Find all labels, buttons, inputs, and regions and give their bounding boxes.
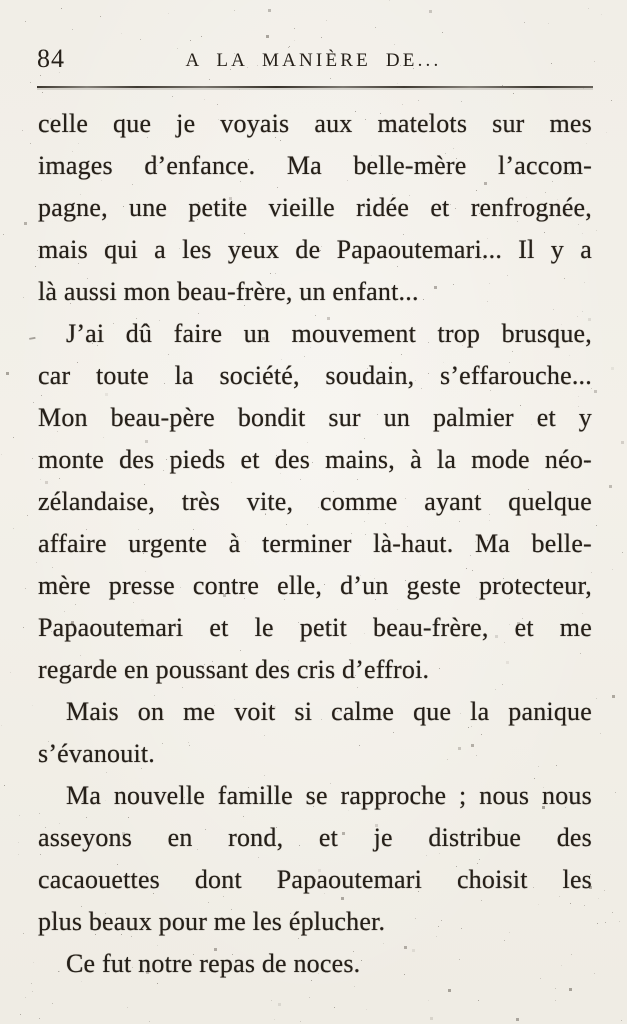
word: pieds [169,445,226,474]
word: pagne, [38,193,108,222]
word: Papaoutemari [38,613,184,642]
word: des [119,445,155,474]
text-line [38,859,592,901]
word: la [436,445,457,474]
word: comme [319,487,398,516]
text-line [38,481,592,523]
word: la [174,361,194,390]
word: aux [314,109,353,138]
word: voit [234,697,276,726]
word: ; [459,781,467,810]
paragraph [38,775,592,943]
word: rapproche [340,781,447,810]
text-line [38,775,592,817]
text-line [38,817,592,859]
word: Papaoutemari [276,865,423,894]
word: affaire [38,529,107,558]
word: mère [38,571,91,600]
word: ridée [356,193,410,222]
word: geste [406,571,461,600]
word: s’effarouche... [440,361,592,390]
text-line [38,523,592,565]
page-header [0,0,627,104]
word: renfrognée, [470,193,592,222]
word: dû [125,319,153,348]
word: que [113,109,152,138]
word: zélandaise, [38,487,155,516]
word: panique [508,697,592,726]
word: cacaouettes [38,865,161,894]
word: brusque, [501,319,592,348]
word: monte [38,445,104,474]
word: me [559,613,592,642]
word: les [562,865,592,894]
text-line [38,565,592,607]
word: sur [328,403,361,432]
word: sur [492,109,525,138]
word: belle- [531,529,592,558]
header-rule [37,86,593,88]
word: et [430,193,450,222]
word: à [410,445,422,474]
word: mouvement [291,319,417,348]
word: Mon [38,403,88,432]
word: calme [331,697,395,726]
word: quelque [508,487,592,516]
word: se [305,781,328,810]
word: a [154,235,166,264]
text-line [38,145,592,187]
word: choisit [456,865,528,894]
word: mes [549,109,592,138]
paragraph [38,691,592,775]
text-line: regarde en poussant des cris d’effroi. [38,655,430,684]
text-line: là aussi mon beau-frère, un enfant... [38,277,419,306]
paragraph [38,943,592,985]
word: la [470,697,490,726]
word: que [413,697,452,726]
word: et [318,823,339,852]
text-line [38,103,592,145]
word: celle [38,109,89,138]
word: car [38,361,71,390]
word: urgente [128,529,208,558]
word: contre [192,571,260,600]
word: Ma [286,151,322,180]
text-line: s’évanouit. [38,739,156,768]
word: des [556,823,592,852]
word: beau-père [110,403,215,432]
text-line [38,187,592,229]
word: un [383,403,411,432]
word: palmier [432,403,514,432]
body-text [25,103,592,985]
word: des [274,445,311,474]
word: elle, [277,571,323,600]
word: très [181,487,221,516]
word: soudain, [325,361,415,390]
word: et [536,403,556,432]
word: toute [95,361,149,390]
word: les [182,235,212,264]
text-line: plus beaux pour me les éplucher. [38,907,386,936]
word: trop [437,319,481,348]
word: Mais [66,697,119,726]
word: et [514,613,534,642]
text-line [38,355,592,397]
word: nous [542,781,592,810]
word: on [137,697,165,726]
word: presse [108,571,175,600]
word: me [183,697,216,726]
word: belle-mère [353,151,467,180]
word: vieille [268,193,335,222]
word: faire [173,319,223,348]
word: mains, [325,445,395,474]
word: d’un [340,571,389,600]
word: si [294,697,313,726]
word: mode [471,445,530,474]
word: distribue [428,823,522,852]
word: néo- [544,445,592,474]
word: y [550,235,564,264]
word: nous [479,781,530,810]
word: ayant [424,487,482,516]
paragraph [38,103,592,313]
word: à [228,529,241,558]
word: matelots [377,109,468,138]
word: d’enfance. [144,151,256,180]
word: voyais [220,109,290,138]
text-line [38,397,592,439]
paragraph [38,313,592,691]
word: de [295,235,321,264]
text-line [38,313,592,355]
word: famille [217,781,293,810]
word: beau-frère, [373,613,489,642]
word: qui [104,235,138,264]
word: y [578,403,592,432]
word: je [373,823,393,852]
word: vite, [246,487,294,516]
word: l’accom- [498,151,592,180]
word: je [176,109,196,138]
word: J’ai [66,319,105,348]
word: protecteur, [478,571,592,600]
word: rond, [228,823,284,852]
word: bondit [237,403,306,432]
word: images [38,151,113,180]
word: terminer [261,529,352,558]
text-line [38,229,592,271]
text-line [38,607,592,649]
word: yeux [227,235,280,264]
word: petit [299,613,348,642]
text-line [38,439,592,481]
word: petite [188,193,248,222]
word: a [580,235,592,264]
word: dont [194,865,242,894]
word: nouvelle [113,781,205,810]
word: Il [518,235,535,264]
running-title: A LA MANIÈRE DE... [185,50,442,71]
word: et [209,613,229,642]
scan-artifact-dash: - [25,323,39,351]
word: un [243,319,271,348]
word: en [167,823,193,852]
word: société, [219,361,300,390]
word: et [240,445,260,474]
page-number: 84 [37,44,65,73]
word: asseyons [38,823,133,852]
word: mais [38,235,88,264]
word: là-haut. [373,529,454,558]
word: une [129,193,168,222]
word: Ma [474,529,511,558]
word: Papaoutemari... [336,235,503,264]
text-line [38,691,592,733]
word: le [254,613,274,642]
text-line: Ce fut notre repas de noces. [66,949,361,978]
word: Ma [66,781,102,810]
